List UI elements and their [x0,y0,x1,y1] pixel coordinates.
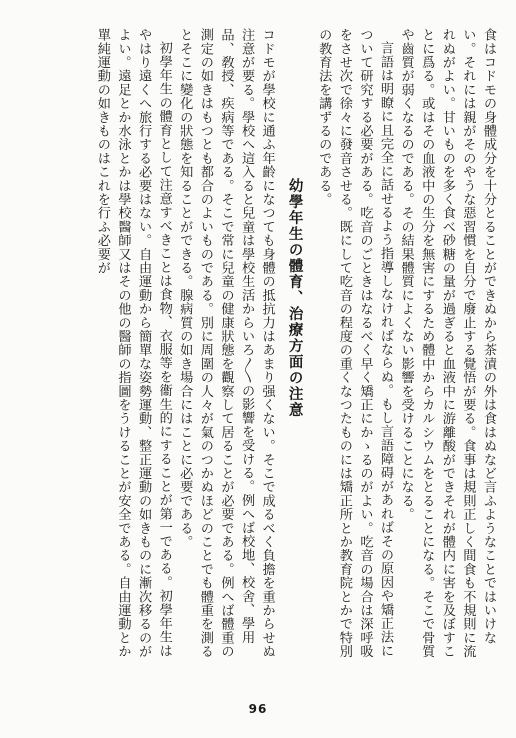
vertical-text-body [18,28,498,668]
paragraph-school-health: コドモが學校に通ふ年齡になつても身體の抵抗力はあまり强くない。そこで成るべく負擔を重からせぬ注意が要る。學校へ這入ると兒童は學校生活からいろ〳〵の影響を受ける。例へば校地、校舍、學用品、敎授、疾病等である。そこで常に兒童の健康狀態を觀察して居ることが必要である。例へば體重の測定の如きはもつとも都合のよいものである。別に周圍の人々が氣のつかぬほどのことでも體重を測るとそこに變化の狀態を知ることができる。腺病質の如き場合にはことに必要である。 [177,28,275,659]
paragraph-speech: 言語は明瞭に且完全に話せるよう指導しなければならぬ。もし言語障碍があればその原因や矯正法について研究する必要がある。吃音のごときはなるべく早く矯正にかゝるのがよい。吃音の場合は深呼吸をさせ次で徐々に發音させる。既にして吃音の程度の重くなつたものには矯正所とか教育院とかで特別の教育法を講ずるのである。 [316,28,394,659]
paragraph-first-year-pe: 初學年生の體育として注意すべきことは食物、衣服等を衞生的にすることが第一である。初學年生はやはり遠くへ旅行する必要はない。自由運動から簡單な姿勢運動、整正運動の如きものに漸次移るのがよい。遠足とか水泳とかは學校醫師又はその他の醫師の指圖をうけることが安全である。自由運動とか單純運動の如きものはこれを行ふ必要が [94,28,172,659]
section-heading: 幼學年生の體育、治療方面の注意 [286,178,304,418]
paragraph-diet: 食はコドモの身體成分を十分とることができぬから茶漬の外は食はぬなど言ふようなことではいけない。それには親がそのやうな惡習慣を自分で廢止する覺悟が要る。食事は規則正しく間食も不規則に流れぬがよい。甘いものを多く食べ砂糖の量が過ぎると血液中に游離酸ができそれが體内に害を及ぼすことに爲る。或はその血液中の生分を無害にするため體中からカルシウムをとることになる。そこで骨質や齒質が弱くなるのである。その結果體質によくない影響を受けることになる。 [398,28,496,659]
page-number: 96 [248,702,268,716]
